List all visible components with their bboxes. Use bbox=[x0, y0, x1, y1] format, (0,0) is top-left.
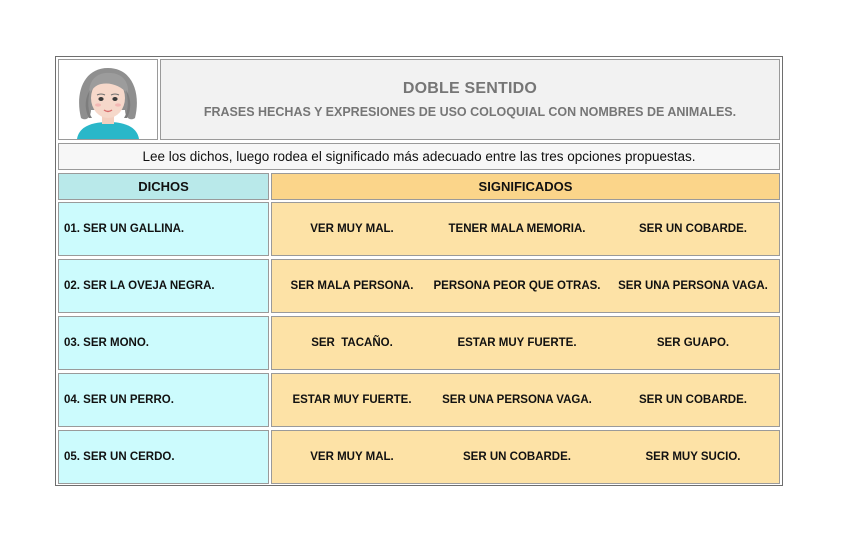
woman-avatar-icon bbox=[59, 60, 157, 139]
meaning-option[interactable]: SER MUY SUCIO. bbox=[645, 451, 741, 463]
meaning-option[interactable]: ESTAR MUY FUERTE. bbox=[292, 394, 412, 406]
table-row bbox=[58, 202, 780, 256]
meaning-option[interactable]: SER UN COBARDE. bbox=[639, 394, 747, 406]
options-cell bbox=[271, 202, 780, 256]
table-row bbox=[58, 430, 780, 484]
page-subtitle: FRASES HECHAS Y EXPRESIONES DE USO COLOQUIAL CON NOMBRES DE ANIMALES. bbox=[203, 105, 737, 119]
instructions-text: Lee los dichos, luego rodea el significado más adecuado entre las tres opciones propuestas. bbox=[58, 143, 780, 170]
page-title: DOBLE SENTIDO bbox=[402, 80, 538, 97]
worksheet bbox=[55, 56, 783, 486]
options-cell bbox=[271, 430, 780, 484]
worksheet-header bbox=[58, 59, 780, 142]
options-cell bbox=[271, 373, 780, 427]
meaning-option[interactable]: SER TACAÑO. bbox=[311, 337, 393, 349]
dicho-cell: 03. SER MONO. bbox=[58, 316, 269, 370]
avatar bbox=[58, 59, 158, 140]
meaning-option[interactable]: SER UN COBARDE. bbox=[463, 451, 571, 463]
options-cell bbox=[271, 316, 780, 370]
meaning-option[interactable]: TENER MALA MEMORIA. bbox=[448, 223, 586, 235]
dicho-cell: 05. SER UN CERDO. bbox=[58, 430, 269, 484]
meaning-option[interactable]: PERSONA PEOR QUE OTRAS. bbox=[433, 280, 601, 292]
meaning-option[interactable]: SER MALA PERSONA. bbox=[290, 280, 414, 292]
meaning-option[interactable]: SER GUAPO. bbox=[656, 337, 730, 349]
meaning-option[interactable]: SER UNA PERSONA VAGA. bbox=[442, 394, 592, 406]
table-row bbox=[58, 259, 780, 313]
column-header-dichos: DICHOS bbox=[58, 173, 269, 200]
table-row bbox=[58, 316, 780, 370]
table-row bbox=[58, 373, 780, 427]
meaning-option[interactable]: SER UN COBARDE. bbox=[639, 223, 747, 235]
dicho-cell: 02. SER LA OVEJA NEGRA. bbox=[58, 259, 269, 313]
meaning-option[interactable]: VER MUY MAL. bbox=[310, 223, 394, 235]
dicho-cell: 04. SER UN PERRO. bbox=[58, 373, 269, 427]
options-cell bbox=[271, 259, 780, 313]
meaning-option[interactable]: SER UNA PERSONA VAGA. bbox=[618, 280, 768, 292]
title-panel bbox=[160, 59, 780, 140]
dicho-cell: 01. SER UN GALLINA. bbox=[58, 202, 269, 256]
column-header-significados: SIGNIFICADOS bbox=[271, 173, 780, 200]
meaning-option[interactable]: ESTAR MUY FUERTE. bbox=[457, 337, 577, 349]
meaning-option[interactable]: VER MUY MAL. bbox=[310, 451, 394, 463]
